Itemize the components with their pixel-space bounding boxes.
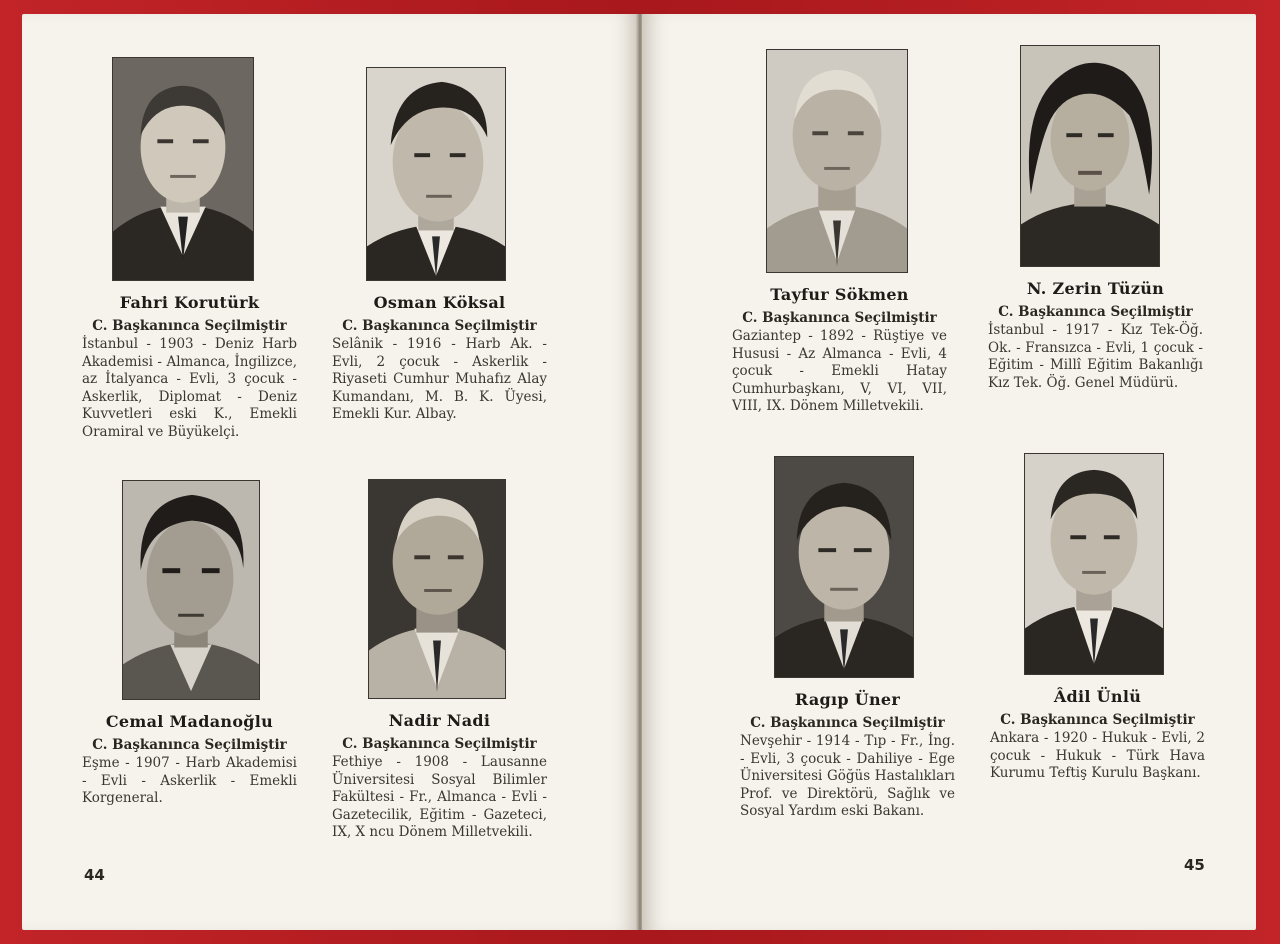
member-name: N. Zerin Tüzün — [1026, 279, 1165, 298]
portrait-photo — [774, 456, 914, 678]
member-role: C. Başkanınca Seçilmiştir — [1000, 712, 1195, 728]
member-entry — [740, 456, 955, 821]
member-role: C. Başkanınca Seçilmiştir — [750, 715, 945, 731]
portrait-photo — [1024, 453, 1164, 675]
member-bio: Fethiye - 1908 - Lausanne Üniversitesi Sosyal Bilimler Fakültesi - Fr., Almanca - Evli - Gazetecilik, Eğitim - Gazeteci, IX, X ncu Dönem Milletvekili. — [332, 754, 547, 840]
portrait-photo — [1020, 45, 1160, 267]
member-entry — [332, 479, 547, 842]
member-bio: İstanbul - 1903 - Deniz Harb Akademisi - Almanca, İngilizce, az İtalyanca - Evli, 3 çocuk - Askerlik, Diplomat - Deniz Kuvvetleri eski K., Emekli Oramiral ve Büyükelçi. — [82, 336, 297, 440]
member-entry — [332, 67, 547, 424]
member-name: Fahri Korutürk — [119, 293, 260, 312]
portrait-photo — [122, 480, 260, 700]
member-name: Osman Köksal — [373, 293, 506, 312]
page-number: 44 — [84, 866, 105, 884]
member-role: C. Başkanınca Seçilmiştir — [92, 318, 287, 334]
member-entry — [990, 453, 1205, 783]
member-entry — [82, 57, 297, 441]
member-role: C. Başkanınca Seçilmiştir — [92, 737, 287, 753]
member-bio: Eşme - 1907 - Harb Akademisi - Evli - Askerlik - Emekli Korgeneral. — [82, 755, 297, 806]
portrait-photo — [766, 49, 908, 273]
member-role: C. Başkanınca Seçilmiştir — [342, 318, 537, 334]
member-entry — [988, 45, 1203, 392]
member-entry — [732, 49, 947, 416]
member-bio: İstanbul - 1917 - Kız Tek-Öğ. Ok. - Fransızca - Evli, 1 çocuk - Eğitim - Millî Eğitim Bakanlığı Kız Tek. Öğ. Genel Müdürü. — [988, 322, 1203, 391]
member-role: C. Başkanınca Seçilmiştir — [998, 304, 1193, 320]
member-name: Ragıp Üner — [794, 690, 901, 709]
member-bio: Selânik - 1916 - Harb Ak. - Evli, 2 çocuk - Askerlik - Riyaseti Cumhur Muhafız Alay Kumandanı, M. B. K. Üyesi, Emekli Kur. Albay. — [332, 336, 547, 422]
member-name: Âdil Ünlü — [1053, 687, 1142, 706]
member-name: Nadir Nadi — [388, 711, 491, 730]
member-role: C. Başkanınca Seçilmiştir — [342, 736, 537, 752]
portrait-photo — [366, 67, 506, 281]
right-page — [642, 14, 1256, 930]
member-bio: Nevşehir - 1914 - Tıp - Fr., İng. - Evli, 3 çocuk - Dahiliye - Ege Üniversitesi Göğüs Hastalıkları Prof. ve Direktörü, Sağlık ve Sosyal Yardım eski Bakanı. — [740, 733, 955, 819]
left-page — [22, 14, 638, 930]
member-role: C. Başkanınca Seçilmiştir — [742, 310, 937, 326]
member-entry — [82, 480, 297, 808]
portrait-photo — [112, 57, 254, 281]
page-number: 45 — [1184, 856, 1205, 874]
portrait-photo — [368, 479, 506, 699]
member-bio: Ankara - 1920 - Hukuk - Evli, 2 çocuk - Hukuk - Türk Hava Kurumu Teftiş Kurulu Başkanı. — [990, 730, 1205, 781]
member-name: Tayfur Sökmen — [770, 285, 909, 304]
member-bio: Gaziantep - 1892 - Rüştiye ve Hususi - Az Almanca - Evli, 4 çocuk - Emekli Hatay Cumhurbaşkanı, V, VI, VII, VIII, IX. Dönem Milletvekili. — [732, 328, 947, 414]
member-name: Cemal Madanoğlu — [105, 712, 274, 731]
